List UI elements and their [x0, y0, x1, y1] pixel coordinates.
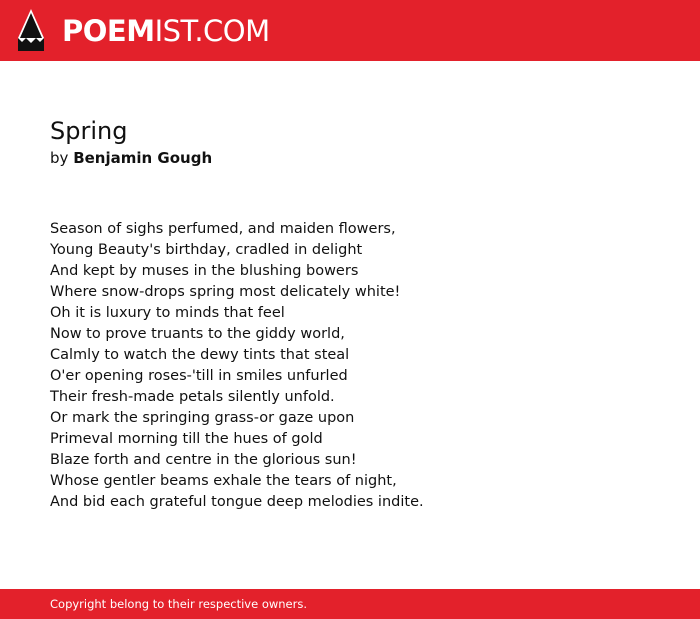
poem-line: Primeval morning till the hues of gold	[50, 431, 323, 447]
poem-title: Spring	[50, 117, 128, 145]
poem-line: Calmly to watch the dewy tints that steal	[50, 347, 350, 363]
poem-line: Where snow-drops spring most delicately white!	[50, 284, 401, 300]
byline-prefix: by	[50, 149, 69, 167]
site-logo[interactable]	[62, 11, 270, 51]
logo-text-bold: POEM	[62, 14, 155, 48]
poem-body	[50, 219, 670, 513]
poem-line: Season of sighs perfumed, and maiden flowers,	[50, 221, 396, 237]
pencil-tip-icon[interactable]	[17, 8, 45, 52]
poem-line: Young Beauty's birthday, cradled in delight	[50, 242, 363, 258]
poem-line: O'er opening roses-'till in smiles unfurled	[50, 368, 348, 384]
poem-line: Blaze forth and centre in the glorious sun!	[50, 452, 357, 468]
poem-line: Now to prove truants to the giddy world,	[50, 326, 345, 342]
poem-line: Whose gentler beams exhale the tears of night,	[50, 473, 397, 489]
site-footer	[0, 589, 700, 619]
poem-line: And kept by muses in the blushing bowers	[50, 263, 359, 279]
poem-heading	[50, 115, 670, 169]
site-header	[0, 0, 700, 61]
poem-line: And bid each grateful tongue deep melodies indite.	[50, 494, 424, 510]
poem-byline	[50, 147, 670, 169]
copyright-notice: Copyright belong to their respective owners.	[50, 597, 308, 611]
poem-line: Or mark the springing grass-or gaze upon	[50, 410, 355, 426]
poem-author: Benjamin Gough	[73, 149, 213, 167]
poem-line: Oh it is luxury to minds that feel	[50, 305, 285, 321]
logo-text-light: IST.COM	[154, 14, 270, 48]
poem-line: Their fresh-made petals silently unfold.	[50, 389, 335, 405]
